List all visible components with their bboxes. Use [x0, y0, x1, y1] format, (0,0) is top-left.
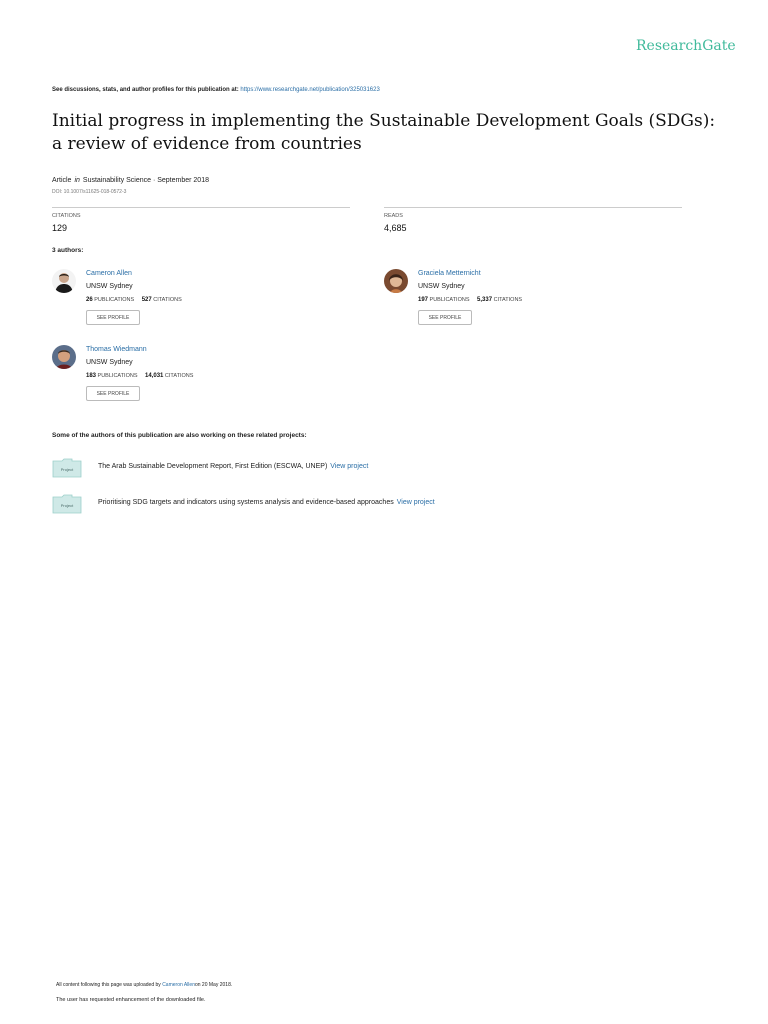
project-folder-icon[interactable] — [52, 494, 82, 514]
researchgate-logo[interactable]: ResearchGate — [636, 38, 736, 54]
publications-count: 183 — [86, 373, 97, 379]
publications-label: PUBLICATIONS — [429, 297, 470, 303]
upload-notice — [56, 982, 232, 988]
see-profile-button[interactable]: SEE PROFILE — [86, 310, 140, 325]
divider-citations — [52, 207, 350, 208]
author-name[interactable]: Thomas Wiedmann — [86, 346, 147, 353]
author-stats — [86, 297, 182, 303]
project-title — [98, 463, 368, 470]
project-row — [52, 494, 712, 520]
reads-value: 4,685 — [384, 223, 407, 233]
author-stats — [418, 297, 522, 303]
author-card — [52, 269, 352, 341]
article-type: Article — [52, 177, 72, 184]
divider-reads — [384, 207, 682, 208]
publication-meta — [52, 177, 209, 184]
person-photo-icon[interactable] — [52, 345, 76, 369]
see-profile-button[interactable]: SEE PROFILE — [86, 386, 140, 401]
title-line-1: Initial progress in implementing the Sustainable Development Goals (SDGs): — [52, 111, 716, 131]
author-name[interactable]: Graciela Metternicht — [418, 270, 481, 277]
project-title — [98, 499, 435, 506]
citations-count: 14,031 — [145, 373, 164, 379]
project-row — [52, 458, 712, 484]
authors-heading: 3 authors: — [52, 247, 84, 254]
author-institution[interactable]: UNSW Sydney — [418, 283, 465, 290]
author-institution[interactable]: UNSW Sydney — [86, 359, 133, 366]
citations-label: CITATIONS — [153, 297, 182, 303]
view-project-link[interactable]: View project — [396, 499, 435, 506]
citations-value: 129 — [52, 223, 68, 233]
citations-count: 527 — [141, 297, 152, 303]
author-card — [384, 269, 684, 341]
related-projects-heading: Some of the authors of this publication are also working on these related projects: — [52, 432, 307, 439]
publication-title — [52, 110, 732, 156]
publications-count: 197 — [418, 297, 429, 303]
person-photo-icon[interactable] — [52, 269, 76, 293]
citations-label: CITATIONS — [52, 213, 81, 219]
upload-prefix: All content following this page was uploaded by — [56, 982, 161, 988]
view-project-link[interactable]: View project — [330, 463, 369, 470]
project-name: The Arab Sustainable Development Report, First Edition (ESCWA, UNEP) — [98, 463, 328, 470]
project-folder-icon[interactable] — [52, 458, 82, 478]
enhancement-notice: The user has requested enhancement of the downloaded file. — [56, 997, 206, 1003]
project-name: Prioritising SDG targets and indicators using systems analysis and evidence-based approaches — [98, 499, 394, 506]
publications-label: PUBLICATIONS — [94, 297, 135, 303]
folder-label: Project — [60, 503, 74, 508]
publication-link[interactable]: https://www.researchgate.net/publication/325031623 — [240, 87, 380, 93]
uploader-link[interactable]: Cameron Allen — [162, 982, 195, 988]
discussion-notice — [52, 87, 380, 93]
author-name[interactable]: Cameron Allen — [86, 270, 132, 277]
reads-label: READS — [384, 213, 403, 219]
discussion-text: See discussions, stats, and author profiles for this publication at: — [52, 87, 239, 93]
author-institution[interactable]: UNSW Sydney — [86, 283, 133, 290]
upload-suffix: on 20 May 2018. — [194, 982, 233, 988]
citations-label: CITATIONS — [164, 373, 194, 379]
publications-count: 26 — [86, 297, 93, 303]
person-photo-icon[interactable] — [384, 269, 408, 293]
author-stats — [86, 373, 193, 379]
doi: DOI: 10.1007/s11625-018-0572-3 — [52, 189, 127, 195]
journal-date: Sustainability Science · September 2018 — [82, 177, 209, 184]
citations-count: 5,337 — [477, 297, 493, 303]
in-word: in — [74, 177, 80, 184]
author-card — [52, 345, 352, 417]
title-line-2: a review of evidence from countries — [52, 134, 362, 154]
folder-label: Project — [60, 467, 74, 472]
publications-label: PUBLICATIONS — [97, 373, 138, 379]
see-profile-button[interactable]: SEE PROFILE — [418, 310, 472, 325]
citations-label: CITATIONS — [493, 297, 523, 303]
